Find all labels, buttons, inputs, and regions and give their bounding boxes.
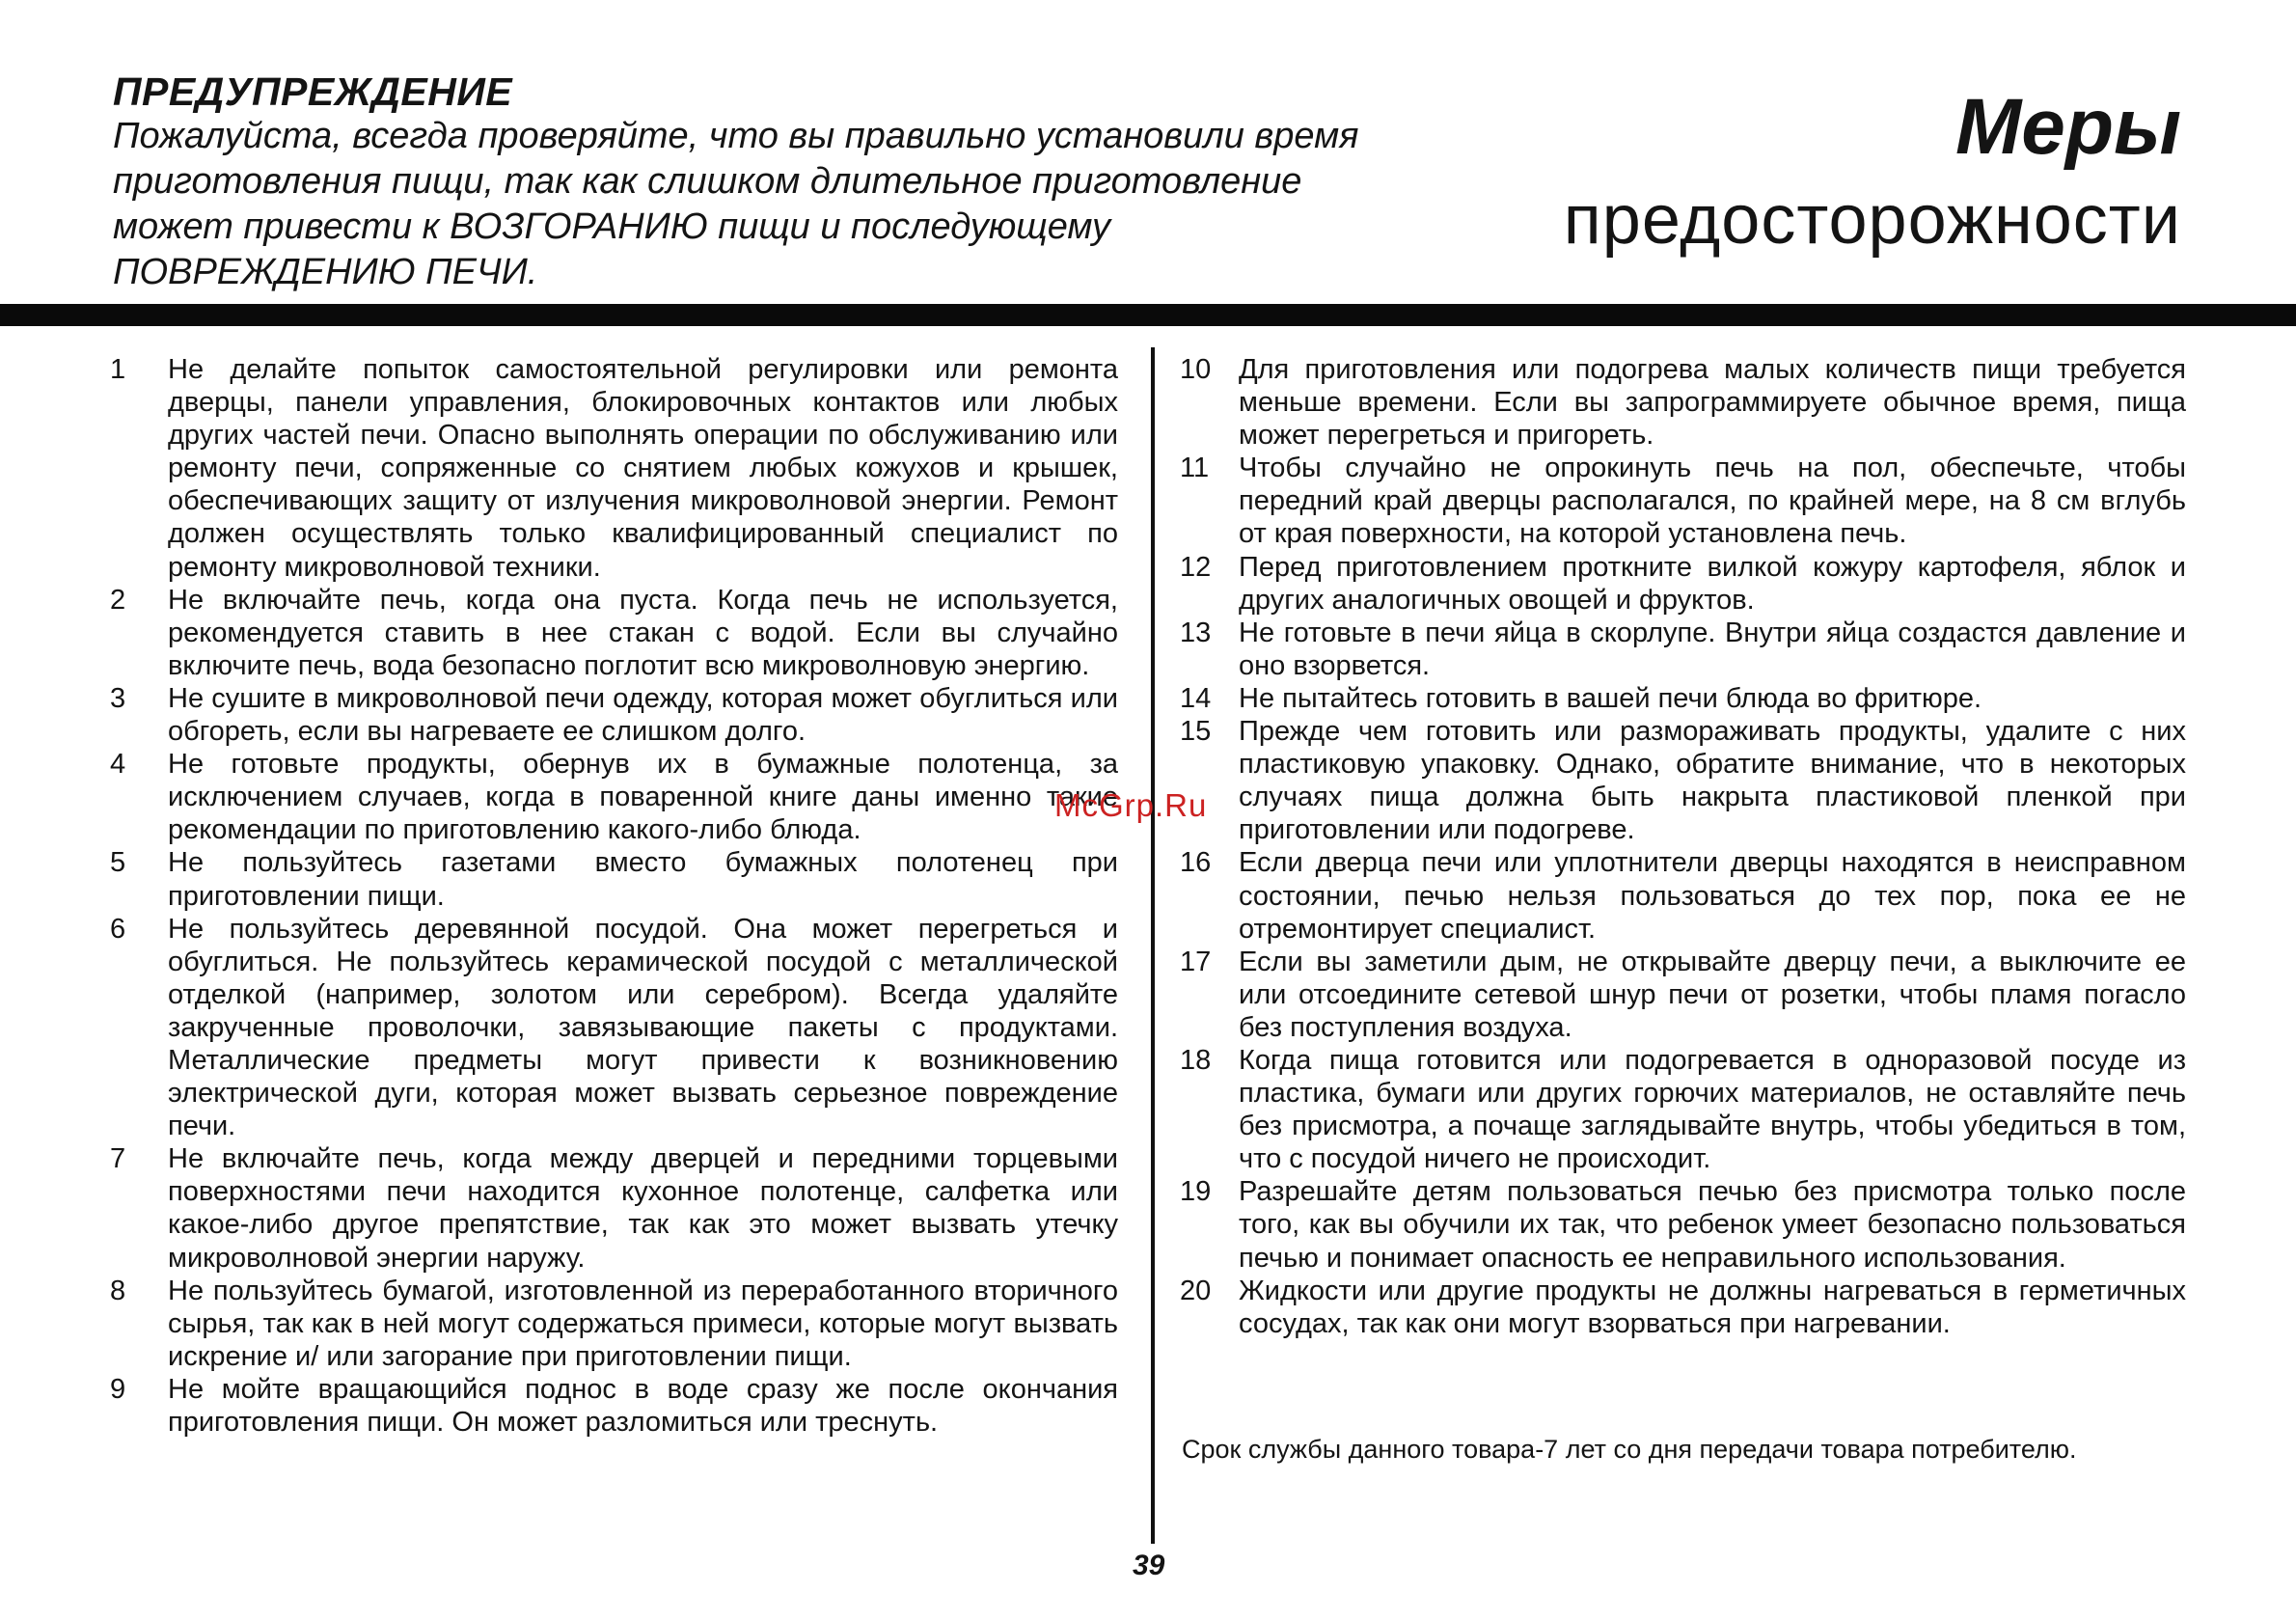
- item-text: Не делайте попыток самостоятельной регулировки или ремонта дверцы, панели управления, блокировочных контактов или любых других частей печи. Опасно выполнять операции по обслуживанию или ремонту печи, сопряженные со снятием любых кожухов и крышек, обеспечивающих защиту от излучения микроволновой энергии. Ремонт должен осуществлять только квалифицированный специалист по ремонту микроволновой техники.: [168, 354, 1118, 583]
- item-number: 9: [110, 1373, 126, 1405]
- list-item: [110, 1373, 1118, 1439]
- list-item: [110, 748, 1118, 846]
- list-item: [1180, 846, 2186, 945]
- item-text: Не мойте вращающийся поднос в воде сразу же после окончания приготовления пищи. Он может разломиться или треснуть.: [168, 1373, 1118, 1438]
- item-text: Когда пища готовится или подогревается в одноразовой посуде из пластика, бумаги или других горючих материалов, не оставляйте печь без присмотра, а почаще заглядывайте внутрь, чтобы убедиться в том, что с посудой ничего не происходит.: [1239, 1044, 2186, 1175]
- watermark: McGrp.Ru: [1054, 787, 1208, 823]
- item-number: 8: [110, 1275, 126, 1306]
- list-item: [1180, 1044, 2186, 1175]
- item-number: 17: [1180, 946, 1212, 977]
- item-text: Перед приготовлением проткните вилкой кожуру картофеля, яблок и других аналогичных овощей и фруктов.: [1239, 551, 2186, 616]
- warning-text: Пожалуйста, всегда проверяйте, что вы правильно установили время приготовления пищи, так как слишком длительное приготовление может привести к ВОЗГОРАНИЮ пищи и последующему ПОВРЕЖДЕНИЮ ПЕЧИ.: [113, 116, 1359, 292]
- item-text: Если вы заметили дым, не открывайте дверцу печи, а выключите ее или отсоедините сетевой шнур печи от розетки, чтобы пламя погасло без поступления воздуха.: [1239, 946, 2186, 1043]
- list-item: [110, 584, 1118, 682]
- item-number: 16: [1180, 847, 1212, 879]
- list-item: [1180, 715, 2186, 846]
- item-text: Не пытайтесь готовить в вашей печи блюда во фритюре.: [1239, 682, 1982, 714]
- item-text: Чтобы случайно не опрокинуть печь на пол, обеспечьте, чтобы передний край дверцы располагался, по крайней мере, на 8 см вглубь от края поверхности, на которой установлена печь.: [1239, 453, 2186, 550]
- item-text: Не пользуйтесь деревянной посудой. Она может перегреться и обуглиться. Не пользуйтесь керамической посудой с металлической отделкой (например, золотом или серебром). Всегда удаляйте закрученные проволочки, завязывающие пакеты с продуктами. Металлические предметы могут привести к возникновению электрической дуги, которая может вызвать серьезное повреждение печи.: [168, 913, 1118, 1142]
- list-item: [1180, 353, 2186, 452]
- item-number: 14: [1180, 682, 1212, 714]
- item-number: 3: [110, 682, 126, 714]
- item-text: Не включайте печь, когда она пуста. Когда печь не используется, рекомендуется ставить в нее стакан с водой. Если вы случайно включите печь, вода безопасно поглотит всю микроволновую энергию.: [168, 584, 1118, 681]
- item-text: Не включайте печь, когда между дверцей и передними торцевыми поверхностями печи находится кухонное полотенце, салфетка или какое-либо другое препятствие, так как это может вызвать утечку микроволновой энергии наружу.: [168, 1143, 1118, 1274]
- item-text: Разрешайте детям пользоваться печью без присмотра только после того, как вы обучили их так, что ребенок умеет безопасно пользоваться печью и понимает опасность ее неправильного использования.: [1239, 1176, 2186, 1274]
- item-number: 11: [1180, 453, 1210, 484]
- precautions-list-left: [110, 353, 1118, 1439]
- item-text: Не готовьте продукты, обернув их в бумажные полотенца, за исключением случаев, когда в поваренной книге даны именно такие рекомендации по приготовлению какого-либо блюда.: [168, 749, 1118, 846]
- item-number: 15: [1180, 716, 1212, 748]
- item-text: Жидкости или другие продукты не должны нагреваться в герметичных сосудах, так как они могут взорваться при нагревании.: [1239, 1275, 2186, 1339]
- item-number: 18: [1180, 1044, 1212, 1076]
- item-text: Если дверца печи или уплотнители дверцы находятся в неисправном состоянии, печью нельзя пользоваться до тех пор, пока ее не отремонтирует специалист.: [1239, 847, 2186, 945]
- page-title-line2: предосторожности: [1563, 181, 2181, 259]
- list-item: [110, 846, 1118, 912]
- list-item: [1180, 682, 2186, 715]
- page-title-line1: Меры: [1954, 83, 2181, 171]
- list-item: [1180, 452, 2186, 550]
- list-item: [110, 353, 1118, 584]
- item-number: 12: [1180, 551, 1212, 583]
- item-number: 19: [1180, 1176, 1212, 1208]
- list-item: [1180, 551, 2186, 617]
- list-item: [110, 1275, 1118, 1373]
- item-text: Не пользуйтесь газетами вместо бумажных полотенец при приготовлении пищи.: [168, 847, 1118, 912]
- item-number: 6: [110, 913, 126, 945]
- list-item: [1180, 617, 2186, 682]
- item-number: 1: [110, 354, 126, 385]
- item-text: Прежде чем готовить или размораживать продукты, удалите с них пластиковую упаковку. Однако, обратите внимание, что в некоторых случаях пища должна быть накрыта пластиковой пленкой при приготовлении или подогреве.: [1239, 716, 2186, 846]
- item-number: 7: [110, 1143, 126, 1175]
- item-text: Не пользуйтесь бумагой, изготовленной из переработанного вторичного сырья, так как в ней могут содержаться примеси, которые могут вызвать искрение и/ или загорание при приготовлении пищи.: [168, 1275, 1118, 1372]
- item-number: 5: [110, 847, 126, 879]
- warning-heading: ПРЕДУПРЕЖДЕНИЕ: [113, 69, 513, 114]
- column-divider: [1151, 347, 1155, 1544]
- list-item: [110, 913, 1118, 1143]
- item-number: 13: [1180, 617, 1212, 648]
- list-item: [110, 1142, 1118, 1274]
- service-life-note: Срок службы данного товара-7 лет со дня передачи товара потребителю.: [1182, 1435, 2077, 1464]
- list-item: [1180, 946, 2186, 1044]
- precautions-list-right: [1180, 353, 2186, 1340]
- list-item: [1180, 1275, 2186, 1340]
- item-number: 2: [110, 584, 126, 616]
- header-rule: [0, 304, 2296, 326]
- item-text: Не сушите в микроволновой печи одежду, которая может обуглиться или обгореть, если вы нагреваете ее слишком долго.: [168, 682, 1118, 748]
- item-text: Для приготовления или подогрева малых количеств пищи требуется меньше времени. Если вы запрограммируете обычное время, пища может перегреться и пригореть.: [1239, 354, 2186, 452]
- item-text: Не готовьте в печи яйца в скорлупе. Внутри яйца создастся давление и оно взорвется.: [1239, 617, 2186, 681]
- page-number: 39: [1133, 1550, 1165, 1581]
- item-number: 10: [1180, 354, 1212, 385]
- list-item: [1180, 1175, 2186, 1274]
- list-item: [110, 682, 1118, 748]
- item-number: 4: [110, 749, 126, 781]
- item-number: 20: [1180, 1275, 1212, 1306]
